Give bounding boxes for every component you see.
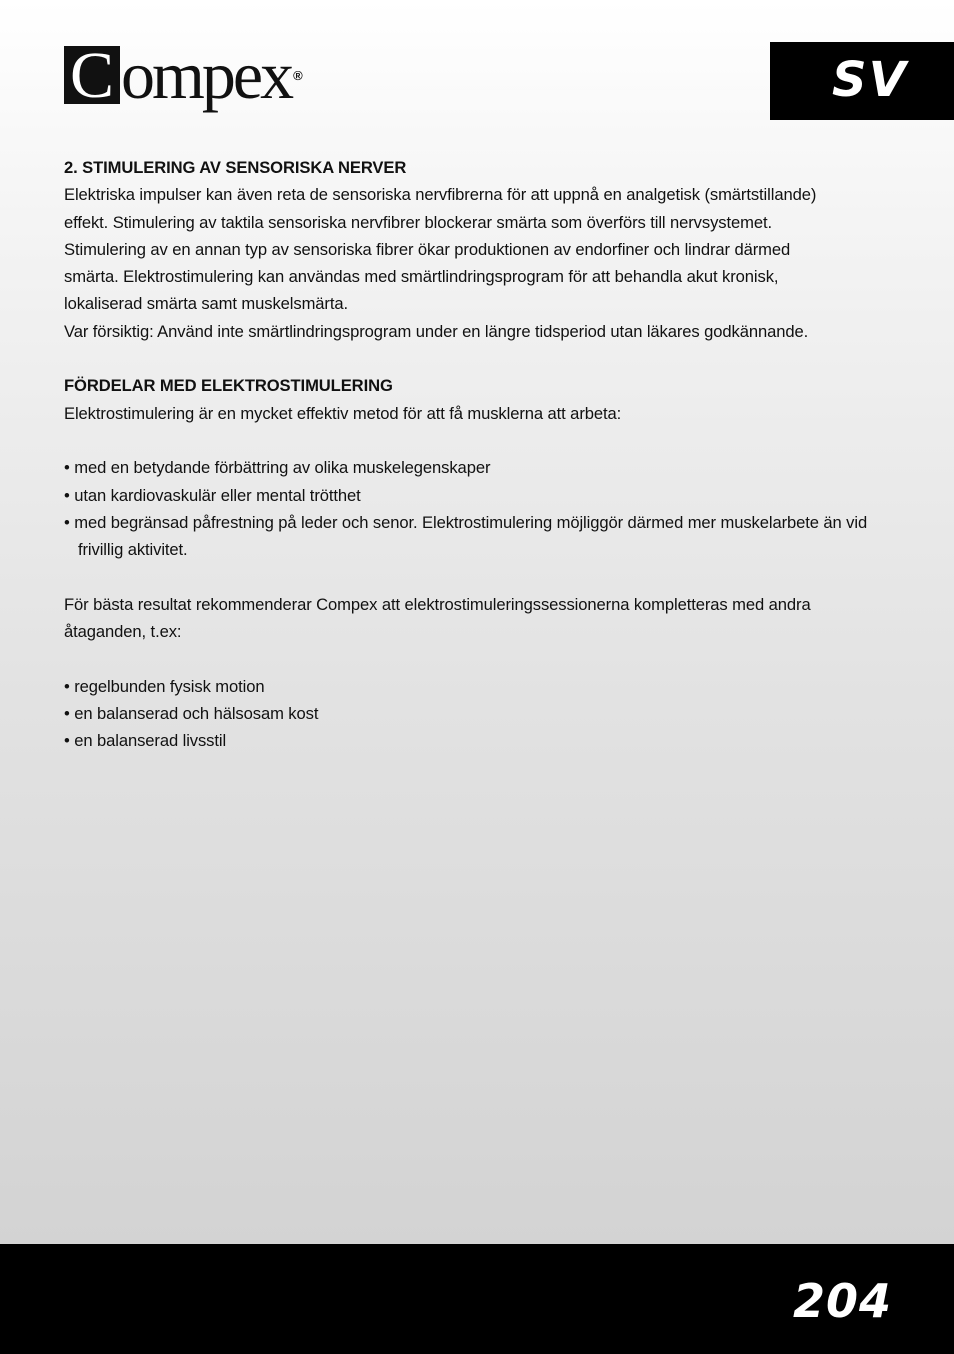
language-badge xyxy=(770,42,954,120)
text-line: smärta. Elektrostimulering kan användas med smärtlindringsprogram för att behandla akut kronisk, xyxy=(64,267,779,287)
logo-text: ompex xyxy=(121,37,292,113)
compex-logo xyxy=(64,37,303,118)
benefits-intro: Elektrostimulering är en mycket effektiv metod för att få musklerna att arbeta: xyxy=(64,403,622,423)
text-line: Elektriska impulser kan även reta de sensoriska nervfibrerna för att uppnå en analgetisk (smärtstillande) xyxy=(64,185,817,205)
registered-mark: ® xyxy=(293,68,303,83)
text-line: lokaliserad smärta samt muskelsmärta. xyxy=(64,294,349,314)
list-item: • regelbunden fysisk motion xyxy=(64,676,265,696)
list-item: • utan kardiovaskulär eller mental trötthet xyxy=(64,485,361,505)
section-heading-benefits: FÖRDELAR MED ELEKTROSTIMULERING xyxy=(64,376,393,396)
text-line: Stimulering av en annan typ av sensoriska fibrer ökar produktionen av endorfiner och lindrar därmed xyxy=(64,239,791,259)
caution-line: Var försiktig: Använd inte smärtlindringsprogram under en längre tidsperiod utan läkares godkännande. xyxy=(64,321,809,341)
text-line: effekt. Stimulering av taktila sensoriska nervfibrer blockerar smärta som överförs till nervsystemet. xyxy=(64,212,772,232)
logo-letter-c: C xyxy=(64,46,120,104)
language-code: SV xyxy=(832,52,908,108)
section-heading-sensory-nerves: 2. STIMULERING AV SENSORISKA NERVER xyxy=(64,158,407,177)
list-item: • med en betydande förbättring av olika muskelegenskaper xyxy=(64,458,491,478)
main-content xyxy=(64,154,894,755)
list-item: • en balanserad livsstil xyxy=(64,731,227,751)
footer-bar xyxy=(0,1244,954,1354)
page-number: 204 xyxy=(792,1274,892,1328)
list-item: • en balanserad och hälsosam kost xyxy=(64,703,319,723)
recommendation-paragraph: För bästa resultat rekommenderar Compex att elektrostimuleringssessionerna kompletteras med andra åtaganden, t.ex: xyxy=(64,594,811,642)
list-item: • med begränsad påfrestning på leder och senor. Elektrostimulering möjliggör därmed mer muskelarbete än vid frivillig aktivitet. xyxy=(64,512,868,560)
